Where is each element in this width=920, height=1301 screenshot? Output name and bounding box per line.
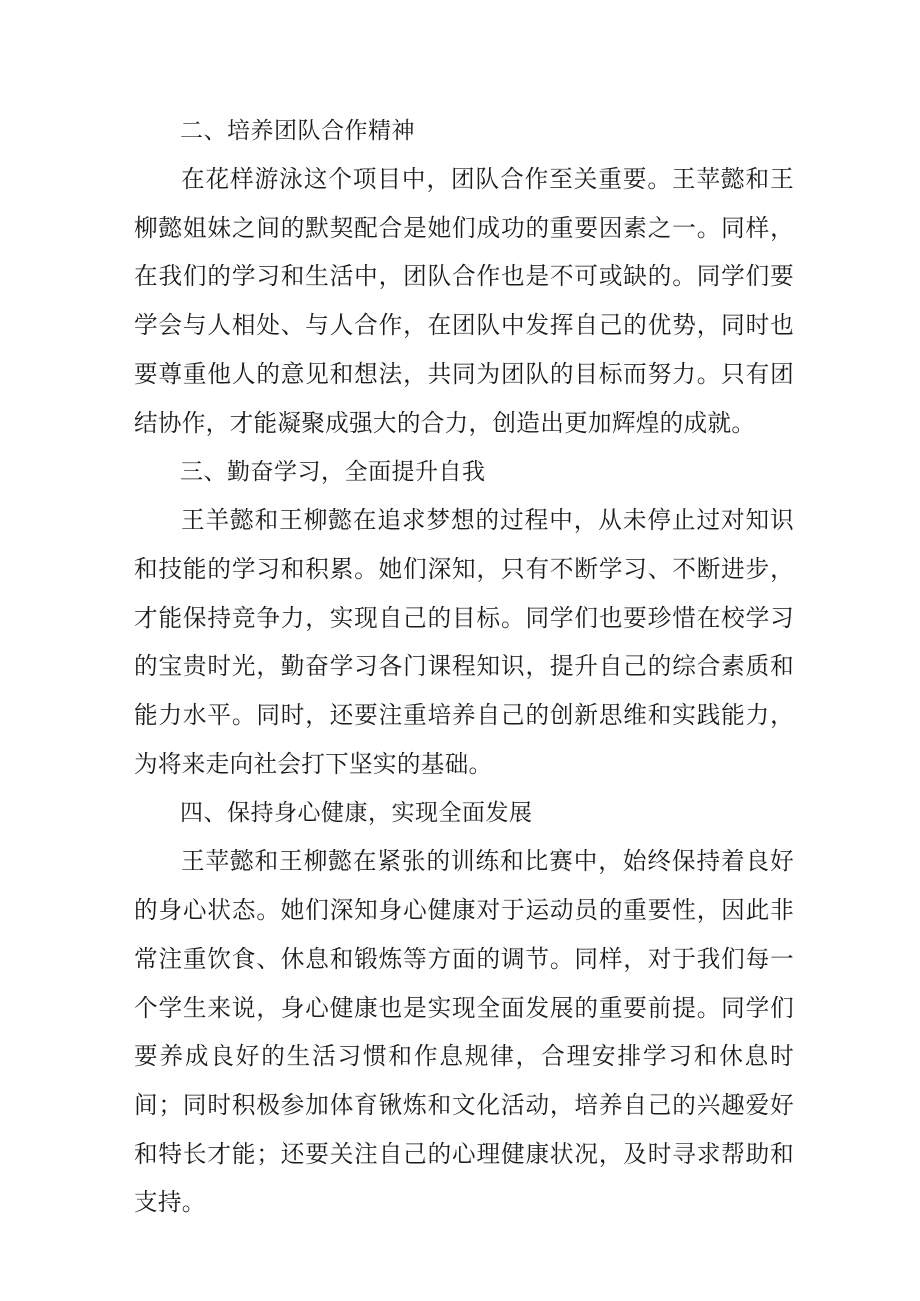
section-paragraph-teamwork: 在花样游泳这个项目中，团队合作至关重要。王苹懿和王柳懿姐妹之间的默契配合是她们成功的重要因素之一。同样，在我们的学习和生活中，团队合作也是不可或缺的。同学们要学会与人相处、与人合作，在团队中发挥自己的优势，同时也要尊重他人的意见和想法，共同为团队的目标而努力。只有团结协作，才能凝聚成强大的合力，创造出更加辉煌的成就。 [134,165,794,437]
section-paragraph-study: 王羊懿和王柳懿在追求梦想的过程中，从未停止过对知识和技能的学习和积累。她们深知，只有不断学习、不断进步，才能保持竞争力，实现自己的目标。同学们也要珍惜在校学习的宝贵时光，勤奋学习各门课程知识，提升自己的综合素质和能力水平。同时，还要注重培养自己的创新思维和实践能力，为将来走向社会打下坚实的基础。 [134,506,794,778]
document-body [134,107,794,1227]
section-paragraph-health: 王苹懿和王柳懿在紧张的训练和比赛中，始终保持着良好的身心状态。她们深知身心健康对于运动员的重要性，因此非常注重饮食、休息和锻炼等方面的调节。同样，对于我们每一个学生来说，身心健康也是实现全面发展的重要前提。同学们要养成良好的生活习惯和作息规律，合理安排学习和休息时间；同时积极参加体育锹炼和文化活动，培养自己的兴趣爱好和特长才能；还要关注自己的心理健康状况，及时寻求帮助和支持。 [134,847,794,1217]
section-heading-health: 四、保持身心健康，实现全面发展 [180,800,533,827]
section-heading-study: 三、勤奋学习，全面提升自我 [180,459,486,486]
section-heading-teamwork: 二、培养团队合作精神 [180,118,415,144]
